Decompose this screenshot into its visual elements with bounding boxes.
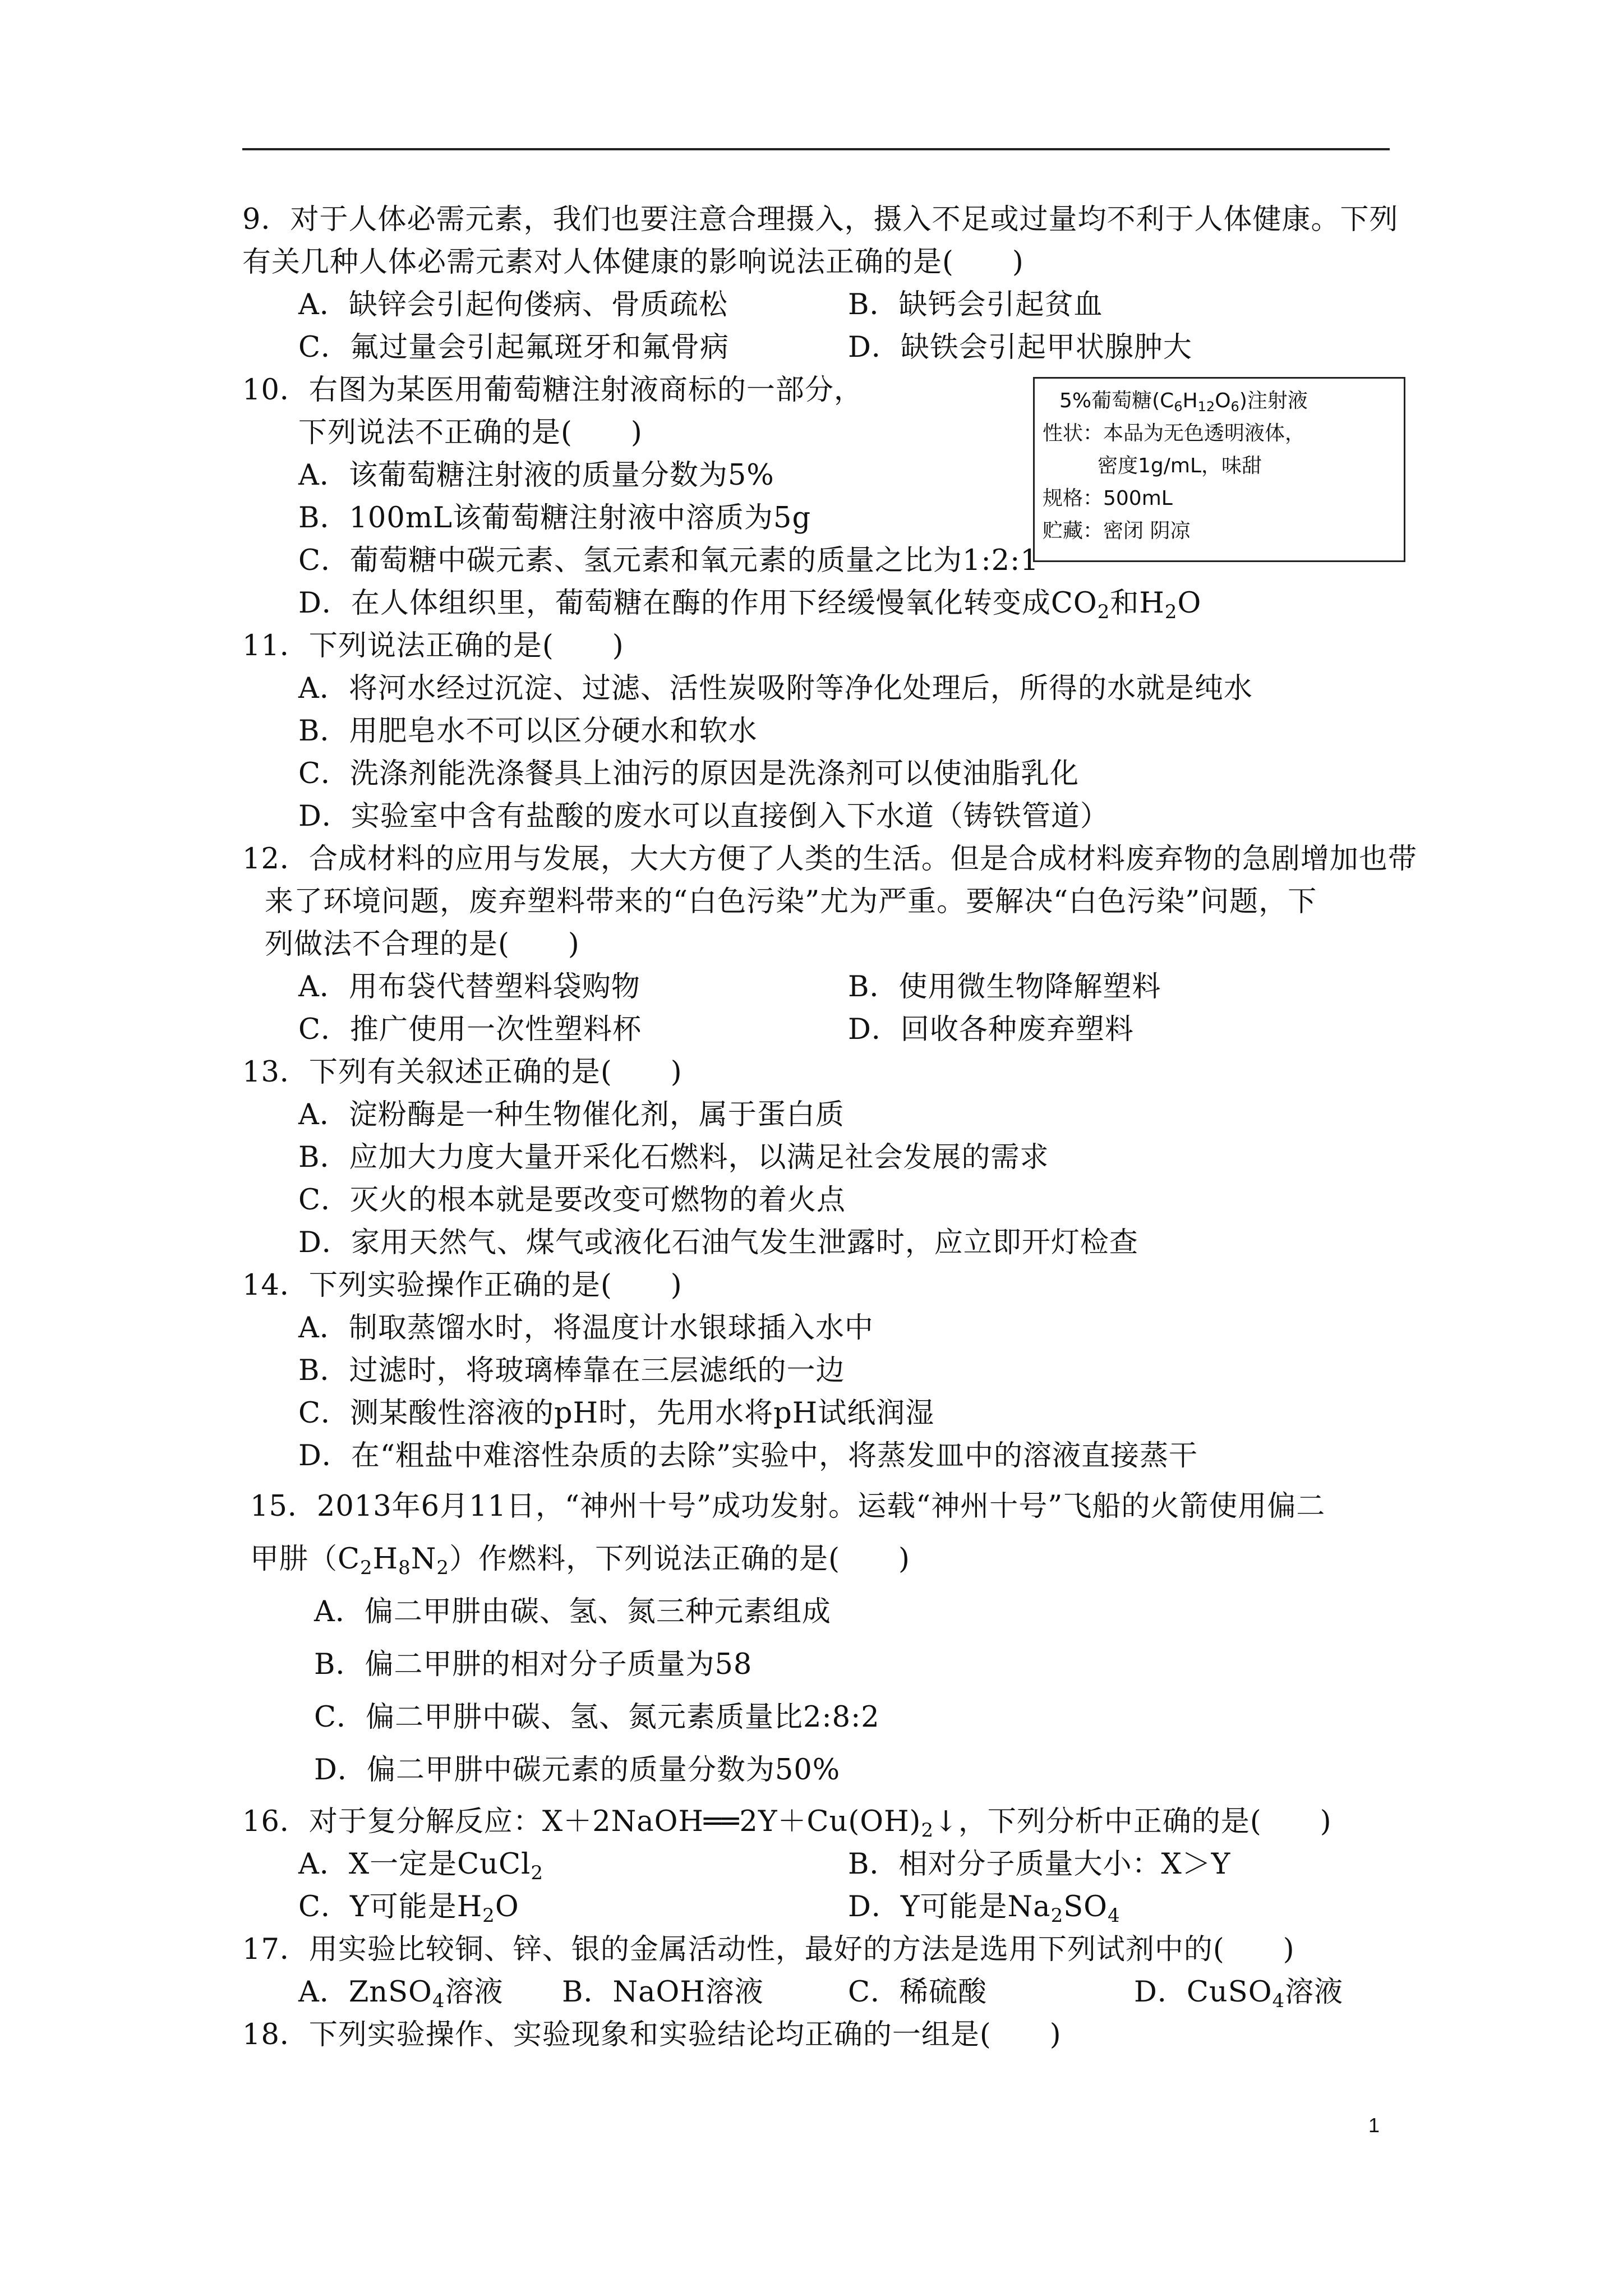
- header-rule: [242, 148, 1390, 150]
- glucose-label-box: [1033, 377, 1405, 562]
- q13-stem: 13．下列有关叙述正确的是( ): [242, 1056, 683, 1089]
- q13-option-a: A．淀粉酶是一种生物催化剂，属于蛋白质: [298, 1098, 845, 1131]
- q13-option-b: B．应加大力度大量开采化石燃料，以满足社会发展的需求: [298, 1141, 1049, 1174]
- q10-stem-line2: 下列说法不正确的是( ): [298, 416, 643, 449]
- q17-option-a: A．ZnSO$_4$溶液: [298, 1976, 504, 2012]
- q15-stem-line1: 15．2013年6月11日，“神州十号”成功发射。运载“神州十号”飞船的火箭使用偏二: [250, 1490, 1326, 1523]
- q9-option-a: A．缺锌会引起佝偻病、骨质疏松: [298, 288, 728, 321]
- q16-stem: 16．对于复分解反应：$X+2NaOH══2Y+Cu(OH)_2↓$，下列分析中正确的是( ): [242, 1805, 1332, 1842]
- q14-option-b: B．过滤时，将玻璃棒靠在三层滤纸的一边: [298, 1354, 845, 1387]
- q12-stem-line1: 12．合成材料的应用与发展，大大方便了人类的生活。但是合成材料废弃物的急剧增加也带: [242, 843, 1417, 876]
- q18-stem: 18．下列实验操作、实验现象和实验结论均正确的一组是( ): [242, 2018, 1062, 2051]
- q12-stem-line3: 列做法不合理的是( ): [265, 928, 580, 961]
- q16-option-c: C．Y可能是$H_2O$: [298, 1890, 519, 1927]
- q16-option-a: A．X一定是CuCl$_2$: [298, 1848, 543, 1884]
- q9-option-b: B．缺钙会引起贫血: [848, 288, 1103, 321]
- q15-option-d: D．偏二甲肼中碳元素的质量分数为50%: [314, 1754, 841, 1787]
- label-storage: 贮藏：密闭 阴凉: [1043, 519, 1191, 542]
- q12-stem-line2: 来了环境问题，废弃塑料带来的“白色污染”尤为严重。要解决“白色污染”问题，下: [265, 885, 1317, 918]
- q15-option-b: B．偏二甲肼的相对分子质量为58: [314, 1648, 753, 1681]
- q15-option-c: C．偏二甲肼中碳、氢、氮元素质量比2:8:2: [314, 1701, 880, 1734]
- q15-option-a: A．偏二甲肼由碳、氢、氮三种元素组成: [314, 1595, 831, 1628]
- label-density: 密度1g/mL，味甜: [1098, 454, 1262, 477]
- q13-option-c: C．灭火的根本就是要改变可燃物的着火点: [298, 1184, 846, 1217]
- q10-stem-line1: 10．右图为某医用葡萄糖注射液商标的一部分，: [242, 374, 863, 407]
- q12-option-d: D．回收各种废弃塑料: [848, 1013, 1134, 1046]
- q17-option-c: C．稀硫酸: [848, 1976, 988, 2009]
- q15-stem-line2: 甲肼$(C_2H_8N_2)$作燃料，下列说法正确的是( ): [250, 1543, 910, 1579]
- q12-option-a: A．用布袋代替塑料袋购物: [298, 970, 640, 1004]
- q10-option-a: A．该葡萄糖注射液的质量分数为5%: [298, 459, 774, 492]
- q16-option-b: B．相对分子质量大小：X＞Y: [848, 1848, 1231, 1881]
- q11-option-c: C．洗涤剂能洗涤餐具上油污的原因是洗涤剂可以使油脂乳化: [298, 757, 1080, 790]
- q9-option-d: D．缺铁会引起甲状腺肿大: [848, 331, 1192, 364]
- q9-stem-line2: 有关几种人体必需元素对人体健康的影响说法正确的是( ): [242, 246, 1024, 279]
- q11-option-b: B．用肥皂水不可以区分硬水和软水: [298, 715, 758, 748]
- q10-option-b: B．100mL该葡萄糖注射液中溶质为5g: [298, 501, 811, 535]
- q17-stem: 17．用实验比较铜、锌、银的金属活动性，最好的方法是选用下列试剂中的( ): [242, 1933, 1295, 1966]
- q11-option-d: D．实验室中含有盐酸的废水可以直接倒入下水道（铸铁管道）: [298, 800, 1109, 833]
- q14-option-a: A．制取蒸馏水时，将温度计水银球插入水中: [298, 1312, 874, 1345]
- q14-option-d: D．在“粗盐中难溶性杂质的去除”实验中，将蒸发皿中的溶液直接蒸干: [298, 1439, 1198, 1473]
- q9-option-c: C．氟过量会引起氟斑牙和氟骨病: [298, 331, 730, 364]
- q13-option-d: D．家用天然气、煤气或液化石油气发生泄露时，应立即开灯检查: [298, 1226, 1138, 1259]
- q17-option-b: B．NaOH溶液: [562, 1976, 764, 2009]
- q14-option-c: C．测某酸性溶液的pH时，先用水将pH试纸润湿: [298, 1397, 935, 1430]
- q17-option-d: D．CuSO$_4$溶液: [1134, 1976, 1344, 2012]
- q11-stem: 11．下列说法正确的是( ): [242, 629, 624, 662]
- page-number: 1: [1368, 2114, 1380, 2137]
- q14-stem: 14．下列实验操作正确的是( ): [242, 1269, 683, 1302]
- q12-option-b: B．使用微生物降解塑料: [848, 970, 1161, 1004]
- label-title: 5%葡萄糖$(C_6H_{12}O_6)$注射液: [1059, 389, 1308, 415]
- q12-option-c: C．推广使用一次性塑料杯: [298, 1013, 642, 1046]
- q10-option-d: D．在人体组织里，葡萄糖在酶的作用下经缓慢氧化转变成$CO_2$和$H_2O$: [298, 587, 1202, 623]
- label-spec: 规格：500mL: [1043, 487, 1173, 510]
- q9-stem-line1: 9．对于人体必需元素，我们也要注意合理摄入，摄入不足或过量均不利于人体健康。下列: [242, 203, 1399, 236]
- q10-option-c: C．葡萄糖中碳元素、氢元素和氧元素的质量之比为1:2:1: [298, 544, 1039, 577]
- q16-option-d: D．Y可能是$Na_2SO_4$: [848, 1890, 1121, 1927]
- q11-option-a: A．将河水经过沉淀、过滤、活性炭吸附等净化处理后，所得的水就是纯水: [298, 672, 1253, 705]
- label-properties: 性状：本品为无色透明液体，: [1043, 422, 1306, 445]
